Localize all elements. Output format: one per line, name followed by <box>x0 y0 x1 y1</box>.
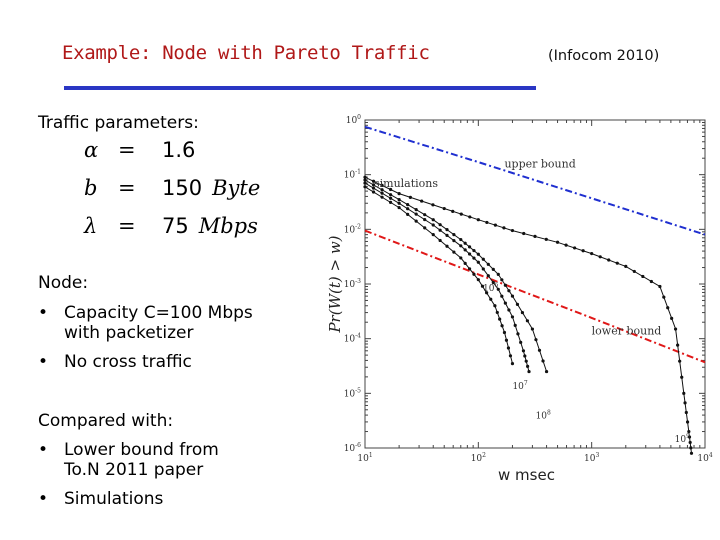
series-point-3 <box>423 213 426 216</box>
pareto-delay-chart <box>320 100 716 490</box>
y-tick-label: $10^{-4}$ <box>343 332 361 345</box>
series-point-3 <box>500 278 503 281</box>
param-value-with-unit <box>162 214 258 238</box>
series-point-3 <box>545 370 548 373</box>
series-point-3 <box>432 218 435 221</box>
series-point-4 <box>459 244 462 247</box>
y-tick-label: $10^0$ <box>345 114 361 126</box>
series-point-3 <box>389 193 392 196</box>
series-point-5 <box>380 196 383 199</box>
compared-header: Compared with: <box>38 411 174 431</box>
series-point-2 <box>451 210 454 213</box>
series-point-2 <box>564 243 567 246</box>
series-point-5 <box>415 220 418 223</box>
series-point-5 <box>500 324 503 327</box>
series-point-5 <box>459 256 462 259</box>
series-point-4 <box>519 341 522 344</box>
series-point-5 <box>472 273 475 276</box>
bullet: • <box>38 489 49 509</box>
series-point-5 <box>507 346 510 349</box>
x-tick-label: $10^4$ <box>697 452 713 464</box>
series-point-5 <box>389 201 392 204</box>
series-point-3 <box>477 253 480 256</box>
x-tick-label: $10^1$ <box>357 452 373 464</box>
series-point-2 <box>650 280 653 283</box>
series-point-2 <box>686 420 689 423</box>
series-point-4 <box>514 324 517 327</box>
series-point-3 <box>459 238 462 241</box>
series-point-4 <box>522 349 525 352</box>
series-point-2 <box>582 249 585 252</box>
series-point-4 <box>511 315 514 318</box>
slide-title: Example: Node with Pareto Traffic <box>62 42 430 64</box>
x-tick-label: $10^2$ <box>470 452 486 464</box>
series-point-2 <box>363 176 366 179</box>
series-point-4 <box>380 192 383 195</box>
series-point-2 <box>641 275 644 278</box>
series-point-2 <box>674 327 677 330</box>
series-point-4 <box>389 197 392 200</box>
series-point-2 <box>690 452 693 455</box>
series-point-5 <box>464 262 467 265</box>
traffic-parameters <box>80 138 280 248</box>
series-point-2 <box>616 262 619 265</box>
annotation-label: $10^7$ <box>512 380 528 393</box>
compared-item-lower-bound: Lower bound from <box>64 440 219 460</box>
param-value: 150 <box>162 176 203 200</box>
series-point-2 <box>599 255 602 258</box>
x-tick-label: $10^3$ <box>584 452 600 464</box>
title-underline <box>64 86 536 90</box>
series-point-5 <box>372 190 375 193</box>
series-point-4 <box>482 267 485 270</box>
param-symbol: b <box>84 176 98 200</box>
series-point-3 <box>487 263 490 266</box>
series-point-4 <box>445 234 448 237</box>
series-point-2 <box>522 232 525 235</box>
param-symbol: λ <box>84 214 98 238</box>
series-point-5 <box>489 298 492 301</box>
series-point-5 <box>509 354 512 357</box>
series-point-2 <box>494 224 497 227</box>
series-point-3 <box>415 208 418 211</box>
series-point-3 <box>439 223 442 226</box>
series-point-3 <box>406 203 409 206</box>
series-point-5 <box>398 206 401 209</box>
series-point-4 <box>504 302 507 305</box>
node-header: Node: <box>38 273 89 293</box>
series-point-3 <box>468 245 471 248</box>
series-point-2 <box>678 360 681 363</box>
series-point-5 <box>363 185 366 188</box>
series-point-5 <box>498 317 501 320</box>
series-point-2 <box>556 241 559 244</box>
series-point-4 <box>464 248 467 251</box>
series-point-3 <box>521 311 524 314</box>
series-point-4 <box>406 207 409 210</box>
slide-subtitle: (Infocom 2010) <box>548 48 660 64</box>
series-point-3 <box>507 289 510 292</box>
series-point-4 <box>423 218 426 221</box>
series-point-5 <box>496 311 499 314</box>
series-point-5 <box>468 267 471 270</box>
series-point-5 <box>493 304 496 307</box>
annotation-label: simulations <box>373 176 439 190</box>
param-equals: = <box>118 214 136 238</box>
series-point-4 <box>439 229 442 232</box>
bullet: • <box>38 440 49 460</box>
series-line-2 <box>365 177 692 453</box>
series-point-2 <box>533 235 536 238</box>
series-point-4 <box>472 257 475 260</box>
series-point-2 <box>670 317 673 320</box>
series-point-3 <box>398 198 401 201</box>
series-point-5 <box>452 250 455 253</box>
bullet: • <box>38 352 49 372</box>
series-line-5 <box>365 187 513 364</box>
series-point-2 <box>682 392 685 395</box>
series-point-4 <box>527 370 530 373</box>
series-point-2 <box>460 213 463 216</box>
series-point-5 <box>445 245 448 248</box>
annotation-label: upper bound <box>504 157 576 171</box>
param-unit: Mbps <box>198 214 258 238</box>
compared-item-simulations: Simulations <box>64 489 164 509</box>
annotation-label: lower bound <box>591 324 662 338</box>
series-point-4 <box>363 182 366 185</box>
series-point-2 <box>409 196 412 199</box>
series-point-3 <box>534 338 537 341</box>
series-point-4 <box>526 365 529 368</box>
series-point-4 <box>516 332 519 335</box>
series-point-2 <box>666 306 669 309</box>
series-point-2 <box>685 411 688 414</box>
param-symbol: α <box>84 138 99 162</box>
series-point-5 <box>511 362 514 365</box>
annotation-label: $10^8$ <box>535 409 551 422</box>
series-point-3 <box>497 273 500 276</box>
series-point-4 <box>523 354 526 357</box>
series-point-4 <box>487 274 490 277</box>
series-point-2 <box>431 203 434 206</box>
series-point-4 <box>468 252 471 255</box>
series-point-3 <box>531 327 534 330</box>
param-value: 75 <box>162 214 189 238</box>
series-point-4 <box>507 308 510 311</box>
series-point-5 <box>477 278 480 281</box>
series-point-2 <box>420 199 423 202</box>
node-item-cross-traffic: No cross traffic <box>64 352 192 372</box>
series-point-2 <box>689 446 692 449</box>
series-point-3 <box>538 349 541 352</box>
traffic-parameters-header: Traffic parameters: <box>38 113 199 133</box>
compared-item-lower-bound-cont: To.N 2011 paper <box>64 460 204 480</box>
series-point-2 <box>683 401 686 404</box>
param-equals: = <box>118 176 136 200</box>
y-tick-label: $10^{-1}$ <box>343 168 361 181</box>
series-point-4 <box>432 223 435 226</box>
series-point-2 <box>477 218 480 221</box>
y-tick-label: $10^{-6}$ <box>343 442 361 454</box>
y-axis-label: Pr(W(t) > w) <box>326 235 344 333</box>
series-point-4 <box>398 202 401 205</box>
y-tick-label: $10^{-2}$ <box>343 223 361 236</box>
series-point-4 <box>415 213 418 216</box>
series-point-4 <box>452 239 455 242</box>
series-point-3 <box>504 284 507 287</box>
series-point-2 <box>633 270 636 273</box>
series-point-3 <box>363 178 366 181</box>
series-point-3 <box>445 228 448 231</box>
series-point-3 <box>541 359 544 362</box>
series-point-3 <box>511 295 514 298</box>
series-point-2 <box>573 246 576 249</box>
series-point-5 <box>505 339 508 342</box>
series-point-2 <box>502 226 505 229</box>
bullet: • <box>38 303 49 323</box>
series-point-2 <box>689 441 692 444</box>
x-axis-label: w msec <box>498 466 555 484</box>
series-point-4 <box>500 295 503 298</box>
series-point-3 <box>464 242 467 245</box>
series-point-5 <box>423 226 426 229</box>
series-point-2 <box>676 344 679 347</box>
series-point-3 <box>526 319 529 322</box>
series-point-5 <box>432 233 435 236</box>
series-point-2 <box>680 376 683 379</box>
series-line-1 <box>365 231 705 363</box>
param-value: 1.6 <box>162 138 196 162</box>
series-line-4 <box>365 183 529 372</box>
series-point-2 <box>443 207 446 210</box>
series-point-2 <box>658 285 661 288</box>
series-point-3 <box>516 303 519 306</box>
series-point-3 <box>492 268 495 271</box>
node-item-capacity: Capacity C=100 Mbps <box>64 303 253 323</box>
param-unit: Byte <box>212 176 261 200</box>
param-equals: = <box>118 138 136 162</box>
annotation-label: $10^9$ <box>674 432 690 445</box>
param-value-with-unit <box>162 176 260 200</box>
series-point-4 <box>477 261 480 264</box>
series-point-3 <box>472 249 475 252</box>
series-point-4 <box>525 360 528 363</box>
series-point-5 <box>439 239 442 242</box>
y-tick-label: $10^{-5}$ <box>343 387 361 400</box>
series-point-3 <box>482 258 485 261</box>
annotation-label: $10^6$ <box>483 281 499 294</box>
series-point-3 <box>452 233 455 236</box>
series-point-2 <box>485 221 488 224</box>
series-point-2 <box>398 192 401 195</box>
series-point-2 <box>545 238 548 241</box>
series-point-5 <box>406 213 409 216</box>
series-point-2 <box>590 252 593 255</box>
series-point-2 <box>607 258 610 261</box>
series-point-2 <box>662 296 665 299</box>
series-point-2 <box>511 229 514 232</box>
node-item-capacity-cont: with packetizer <box>64 323 194 343</box>
series-point-5 <box>503 331 506 334</box>
series-point-2 <box>624 265 627 268</box>
y-tick-label: $10^{-3}$ <box>343 278 361 290</box>
series-point-2 <box>468 215 471 218</box>
